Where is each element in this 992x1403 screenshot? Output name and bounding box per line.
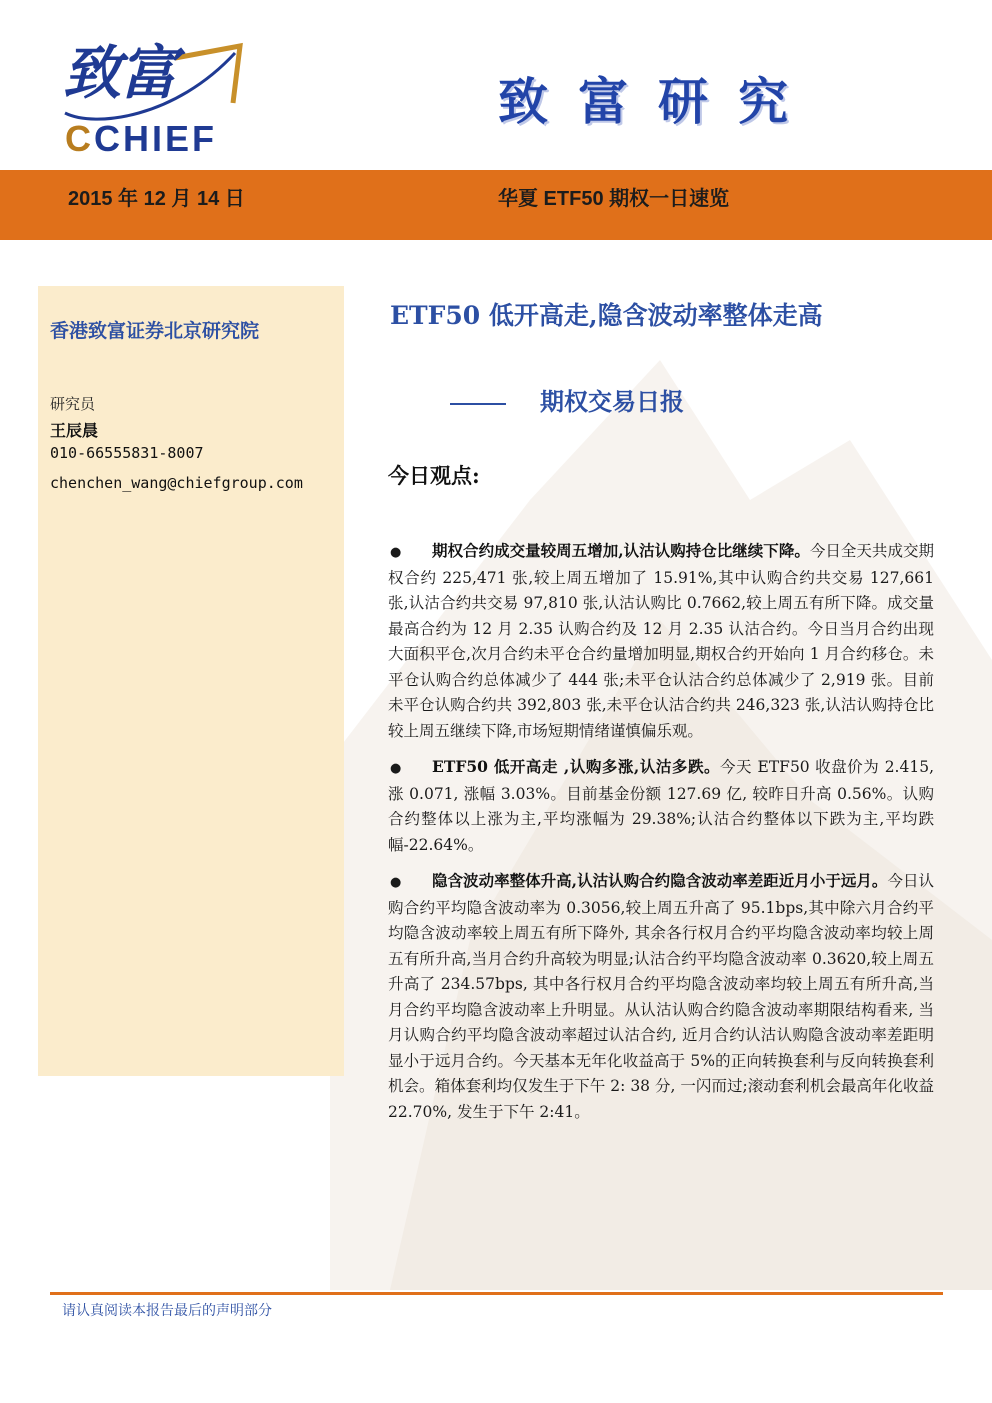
report-subtitle — [450, 382, 684, 417]
author-role: 研究员 — [50, 395, 96, 413]
logo-c-mark: C — [65, 118, 94, 159]
todays-view-heading: 今日观点: — [388, 463, 480, 488]
paragraph-volume — [388, 538, 934, 744]
paragraph-price — [388, 754, 934, 858]
author-phone: 010-66555831-8007 — [50, 444, 204, 462]
bullet-icon: ● — [390, 545, 402, 560]
paragraph-body: 今日全天共成交期权合约 225,471 张,较上周五增加了 15.91%,其中认购合约共交易 127,661 张,认沽合约共交易 97,810 张,认沽认购比 0.7662,较上周五有所下降。成交量最高合约为 12 月 2.35 认购合约及 12 月 2.35 认沽合约。今日当月合约出现大面积平仓,次月合约未平仓合约量增加明显,期权合约开始向 1 月合约移仓。未平仓认购合约总体减少了 444 张;未平仓认沽合约总体减少了 2,919 张。目前未平仓认购合约共 392,803 张,未平仓认沽合约共 246,323 张,认沽认购持仓比较上周五继续下降,市场短期情绪谨慎偏乐观。 — [388, 542, 934, 740]
logo-chinese-text: 致富 — [63, 39, 176, 107]
subtitle-dash — [450, 403, 506, 405]
paragraph-body: 今天 ETF50 收盘价为 2.415,涨 0.071, 涨幅 3.03%。目前基金份额 127.69 亿, 较昨日升高 0.56%。认购合约整体以上涨为主,平均涨幅为 29.38%;认沽合约整体以下跌为主,平均跌幅-22.64%。 — [388, 758, 934, 854]
logo-chief-text: CHIEF — [94, 118, 217, 159]
bullet-icon: ● — [390, 875, 402, 890]
company-logo — [55, 18, 255, 158]
paragraph-lead: 隐含波动率整体升高,认沽认购合约隐含波动率差距近月小于远月。 — [432, 871, 888, 890]
footer-disclaimer: 请认真阅读本报告最后的声明部分 — [62, 1303, 272, 1319]
paragraph-lead: 期权合约成交量较周五增加,认沽认购持仓比继续下降。 — [432, 541, 810, 560]
report-date: 2015 年 12 月 14 日 — [68, 188, 245, 210]
subtitle-text: 期权交易日报 — [540, 387, 684, 416]
institute-name: 香港致富证券北京研究院 — [50, 320, 260, 342]
paragraph-body: 今日认购合约平均隐含波动率为 0.3056,较上周五升高了 95.1bps,其中除六月合约平均隐含波动率较上周五有所下降外, 其余各行权月合约平均隐含波动率均较上周五有所升高,当月合约升高较为明显;认沽合约平均隐含波动率 0.3620,较上周五升高了 234.57bps, 其中各行权月合约平均隐含波动率均较上周五有所升高,当月合约平均隐含波动率上升明显。从认沽认购合约隐含波动率期限结构看来, 当月认购合约平均隐含波动率超过认沽合约, 近月合约认沽认购隐含波动率差距明显小于远月合约。今天基本无年化收益高于 5%的正向转换套利与反向转换套利机会。箱体套利均仅发生于下午 2: 38 分, 一闪而过;滚动套利机会最高年化收益 22.70%, 发生于下午 2:41。 — [388, 872, 934, 1121]
logo-english-text — [65, 118, 217, 160]
author-email[interactable]: chenchen_wang@chiefgroup.com — [50, 474, 303, 492]
header-band — [0, 170, 992, 240]
paragraph-lead: ETF50 低开高走 ,认购多涨,认沽多跌。 — [432, 757, 721, 776]
author-sidebar — [38, 286, 344, 1076]
report-headline: ETF50 低开高走,隐含波动率整体走高 — [390, 301, 823, 330]
footer-divider — [50, 1292, 943, 1295]
report-body — [388, 538, 934, 1135]
paragraph-volatility — [388, 868, 934, 1125]
report-series-title: 华夏 ETF50 期权一日速览 — [498, 188, 730, 210]
author-name: 王辰晨 — [50, 421, 99, 440]
bullet-icon: ● — [390, 761, 402, 776]
brand-title: 致富研究 — [498, 72, 818, 131]
